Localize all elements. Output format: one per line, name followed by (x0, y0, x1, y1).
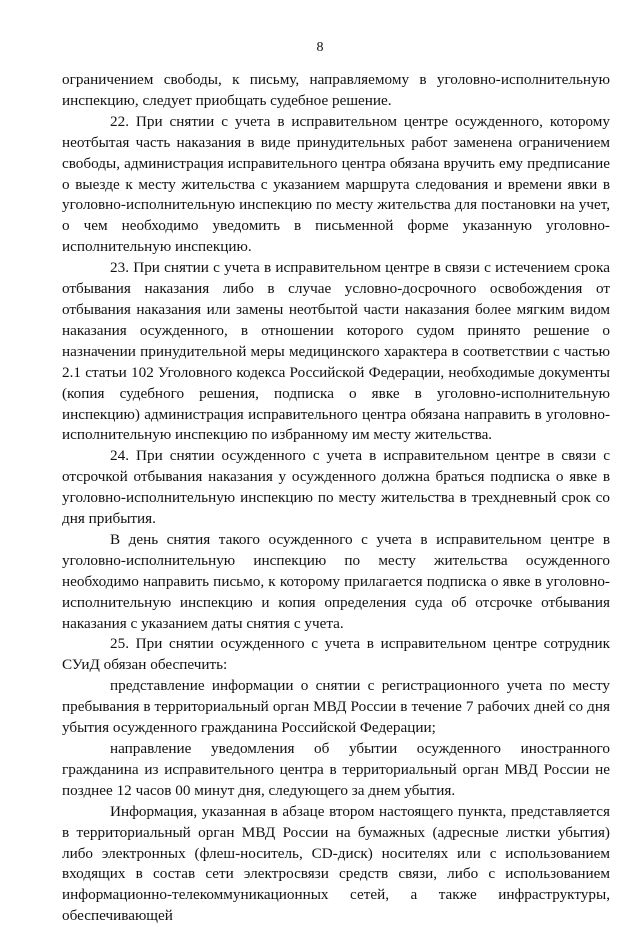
page-number: 8 (316, 40, 324, 55)
paragraph-information: Информация, указанная в абзаце втором настоящего пункта, представляется в территориальный орган МВД России на бумажных (адресные листки убытия) либо электронных (флеш-носитель, CD-диск) носителях или с использованием входящих в состав сети электросвязи средств связи, либо с использованием информационно-телекоммуникационных сетей, а также инфраструктуры, обеспечивающей (62, 802, 610, 925)
paragraph-item-25-clause-2: направление уведомления об убытии осужденного иностранного гражданина из исправительного центра в территориальный орган МВД России не позднее 12 часов 00 минут дня, следующего за днем убытия. (62, 740, 610, 799)
paragraph-item-25-clause-1: представление информации о снятии с регистрационного учета по месту пребывания в территориальный орган МВД России в течение 7 рабочих дней со дня убытия осужденного гражданина Российской Федерации; (62, 677, 610, 737)
paragraph-item-24: 24. При снятии осужденного с учета в исправительном центре в связи с отсрочкой отбывания наказания у осужденного должна браться подписка о явке в уголовно-исполнительную инспекцию по месту жительства в трехдневный срок со дня прибытия. (62, 447, 610, 528)
paragraph-item-22: 22. При снятии с учета в исправительном центре осужденного, которому неотбытая часть наказания в виде принудительных работ заменена ограничением свободы, администрация исправительного центра обязана вручить ему предписание о выезде к месту жительства с указанием маршрута следования и времени явки в уголовно-исполнительную инспекцию по месту жительства для постановки на учет, о чем необходимо уведомить в письменной форме указанную уголовно-исполнительную инспекцию. (62, 112, 610, 256)
document-body (62, 70, 610, 927)
paragraph-item-23: 23. При снятии с учета в исправительном центре в связи с истечением срока отбывания наказания либо в случае условно-досрочного освобождения от отбывания наказания или замены неотбытой части наказания более мягким видом наказания осужденного, в отношении которого судом принято решение о назначении принудительной меры медицинского характера в соответствии с частью 2.1 статьи 102 Уголовного кодекса Российской Федерации, необходимые документы (копия судебного решения, подписка о явке в уголовно-исполнительную инспекцию) администрация исправительного центра обязана направить в уголовно-исполнительную инспекцию по избранному им месту жительства. (62, 259, 610, 444)
paragraph-item-25: 25. При снятии осужденного с учета в исправительном центре сотрудник СУиД обязан обеспечить: (62, 635, 610, 674)
paragraph-continuation: ограничением свободы, к письму, направляемому в уголовно-исполнительную инспекцию, следует приобщать судебное решение. (62, 71, 610, 109)
paragraph-item-24-continued: В день снятия такого осужденного с учета в исправительном центре в уголовно-исполнительную инспекцию по месту жительства осужденного необходимо направить письмо, к которому прилагается подписка о явке в уголовно-исполнительную инспекцию и копия определения суда об отсрочке отбывания наказания с указанием даты снятия с учета. (62, 530, 610, 632)
